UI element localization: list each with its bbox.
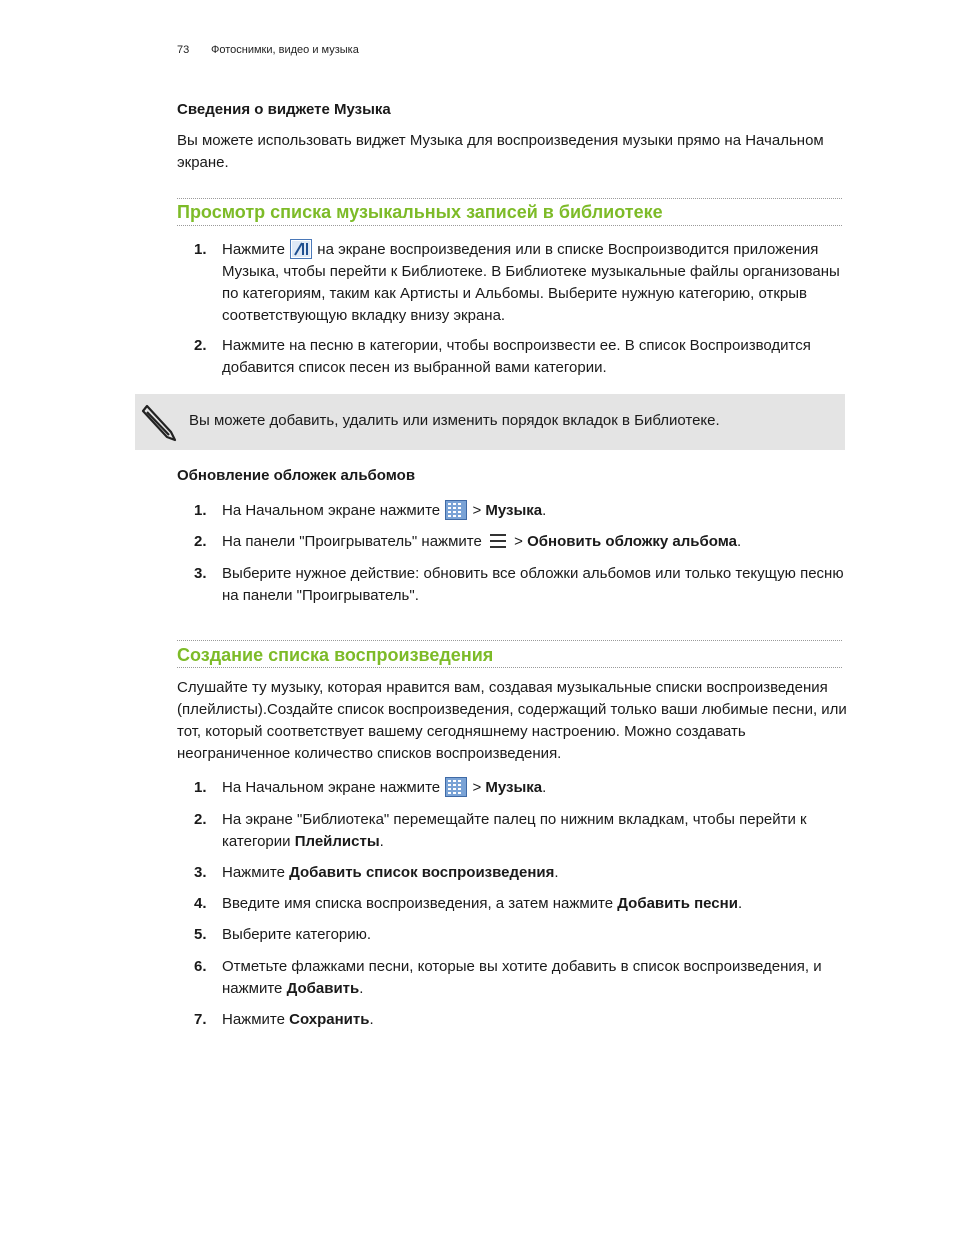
menu-item-music: Музыка [485,502,543,519]
chapter-title: Фотоснимки, видео и музыка [211,44,359,56]
playlist-step-1 [222,777,847,799]
step-text: Отметьте флажками песни, которые вы хотите добавить в список воспроизведения, и нажмите [222,958,822,997]
all-apps-grid-icon [445,500,467,520]
punct: . [542,502,547,519]
action-add: Добавить [286,980,360,997]
step-text: Нажмите [222,864,285,881]
step-number: 7. [194,1011,207,1028]
step-text: На панели "Проигрыватель" нажмите [222,533,482,550]
library-icon [290,239,312,259]
action-add-playlist: Добавить список воспроизведения [289,864,555,881]
step-number: 2. [194,533,207,550]
step-text: На экране "Библиотека" перемещайте палец по нижним вкладкам, чтобы перейти к категории [222,811,807,850]
library-step-2: Нажмите на песню в категории, чтобы воспроизвести ее. В список Воспроизводится добавится список песен из выбранной вами категории. [222,337,811,376]
playlist-step-2 [222,809,847,853]
action-add-songs: Добавить песни [617,895,738,912]
step-text: Нажмите [222,1011,285,1028]
step-number: 2. [194,337,207,354]
section-divider-top [177,640,842,641]
punct: . [737,533,742,550]
section-divider-top [177,198,842,199]
punct: . [737,895,743,912]
punct: . [379,833,384,850]
covers-step-3: Выберите нужное действие: обновить все обложки альбомов или только текущую песню на панели "Проигрыватель". [222,565,844,604]
step-number: 1. [194,779,207,796]
playlist-section-title: Создание списка воспроизведения [177,645,494,665]
step-text: На Начальном экране нажмите [222,502,441,519]
widget-section-title: Сведения о виджете Музыка [177,101,391,118]
pencil-note-icon [141,402,179,442]
punct: . [554,864,559,881]
playlist-step-6 [222,956,847,1000]
category-playlists: Плейлисты [294,833,380,850]
page-number: 73 [177,44,190,56]
punct: . [359,980,364,997]
step-number: 3. [194,565,207,582]
running-header [177,44,359,56]
library-step-1 [222,239,847,327]
separator: > [472,779,482,796]
step-number: 1. [194,241,207,258]
separator: > [472,502,482,519]
step-number: 1. [194,502,207,519]
note-text: Вы можете добавить, удалить или изменить порядок вкладок в Библиотеке. [189,412,720,429]
action-save: Сохранить [289,1011,370,1028]
step-number: 5. [194,926,207,943]
all-apps-grid-icon [445,777,467,797]
step-text: на экране воспроизведения или в списке Воспроизводится приложения Музыка, чтобы перейти к Библиотеке. В Библиотеке музыкальные файлы организованы по категориям, таким как Артисты и Альбомы. Выберите нужную категорию, открыв соответствующую вкладку внизу экрана. [222,241,840,324]
library-section-title: Просмотр списка музыкальных записей в библиотеке [177,202,663,222]
step-text: Введите имя списка воспроизведения, а затем нажмите [222,895,614,912]
covers-step-2 [222,531,847,553]
punct: . [542,779,547,796]
step-text: На Начальном экране нажмите [222,779,441,796]
playlist-intro: Слушайте ту музыку, которая нравится вам, создавая музыкальные списки воспроизведения (плейлисты).Создайте список воспроизведения, содержащий только ваши любимые песни, или тот, который соответствует вашему сегодняшнему настроению. Можно создавать неограниченное количество списков воспроизведения. [177,679,847,762]
separator: > [514,533,523,550]
step-number: 6. [194,958,207,975]
menu-item-update-cover: Обновить обложку альбома [527,533,737,550]
covers-section-title: Обновление обложек альбомов [177,467,416,484]
step-number: 2. [194,811,207,828]
playlist-step-5: Выберите категорию. [222,926,372,943]
widget-section-text: Вы можете использовать виджет Музыка для воспроизведения музыки прямо на Начальном экране. [177,132,824,171]
section-divider-bottom [177,667,842,668]
menu-item-music: Музыка [485,779,543,796]
covers-step-1 [222,500,847,522]
playlist-step-7 [222,1009,847,1031]
step-text: Нажмите [222,241,285,258]
playlist-step-3 [222,862,847,884]
step-number: 4. [194,895,207,912]
section-divider-bottom [177,225,842,226]
step-number: 3. [194,864,207,881]
punct: . [369,1011,374,1028]
menu-lines-icon [487,531,509,551]
playlist-step-4 [222,893,847,915]
